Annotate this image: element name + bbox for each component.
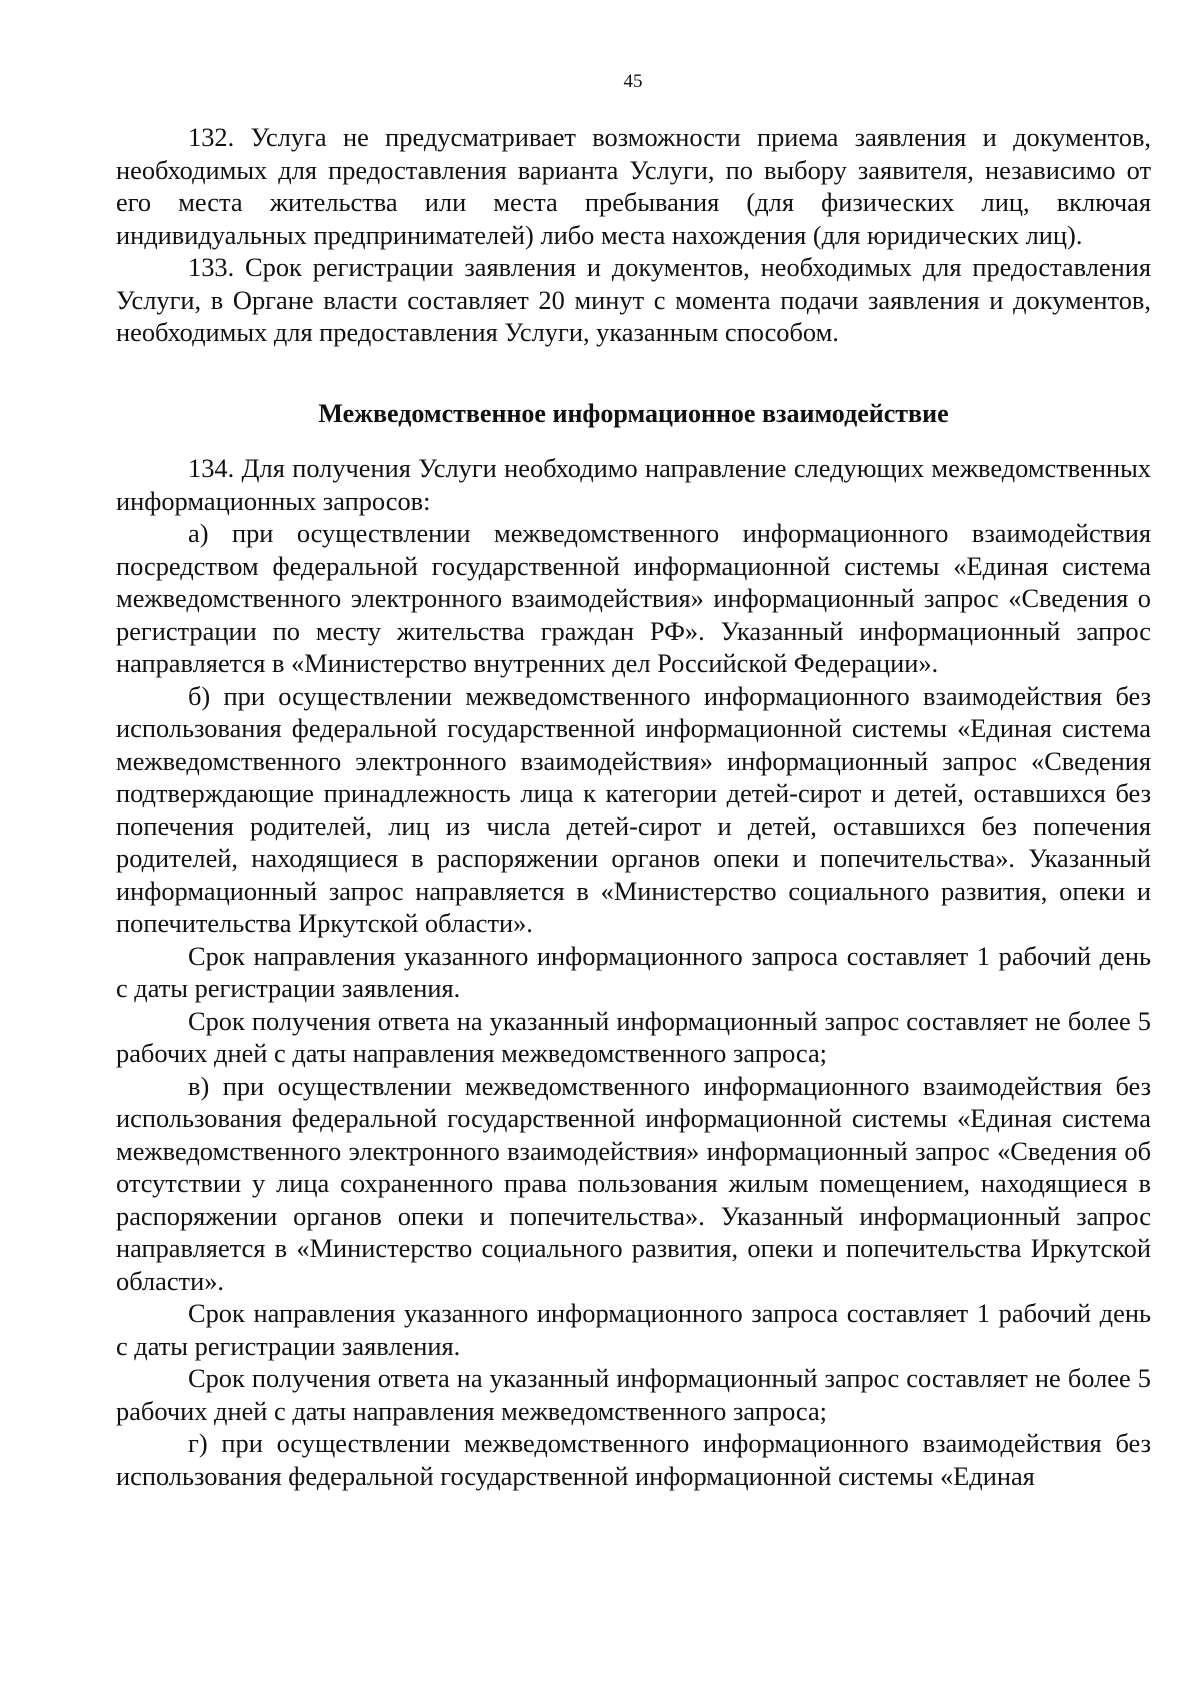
paragraph-b-response-term: Срок получения ответа на указанный информационный запрос составляет не более 5 рабочих дней с даты направления межведомственного запроса; xyxy=(116,1005,1151,1068)
paragraph-133: 133. Срок регистрации заявления и документов, необходимых для предоставления Услуги, в Органе власти составляет 20 минут с момента подачи заявления и документов, необходимых для предоставления Услуги, указанным способом. xyxy=(116,252,1151,347)
section-heading: Межведомственное информационное взаимодействие xyxy=(318,398,949,428)
paragraph-item-b: б) при осуществлении межведомственного информационного взаимодействия без использования федеральной государственной информационной системы «Единая система межведомственного электронного взаимодействия» информационный запрос «Сведения подтверждающие принадлежность лица к категории детей-сирот и детей, оставшихся без попечения родителей, лиц из числа детей-сирот и детей, оставшихся без попечения родителей, находящиеся в распоряжении органов опеки и попечительства». Указанный информационный запрос направляется в «Министерство социального развития, опеки и попечительства Иркутской области». xyxy=(116,680,1151,938)
paragraph-item-g: г) при осуществлении межведомственного информационного взаимодействия без использования федеральной государственной информационной системы «Единая xyxy=(116,1428,1151,1491)
paragraph-134: 134. Для получения Услуги необходимо направление следующих межведомственных информационных запросов: xyxy=(116,453,1151,516)
paragraph-b-request-term: Срок направления указанного информационного запроса составляет 1 рабочий день с даты регистрации заявления. xyxy=(116,940,1151,1003)
paragraph-item-a: а) при осуществлении межведомственного информационного взаимодействия посредством федеральной государственной информационной системы «Единая система межведомственного электронного взаимодействия» информационный запрос «Сведения о регистрации по месту жительства граждан РФ». Указанный информационный запрос направляется в «Министерство внутренних дел Российской Федерации». xyxy=(116,518,1151,678)
paragraph-v-request-term: Срок направления указанного информационного запроса составляет 1 рабочий день с даты регистрации заявления. xyxy=(116,1298,1151,1361)
paragraph-v-response-term: Срок получения ответа на указанный информационный запрос составляет не более 5 рабочих дней с даты направления межведомственного запроса; xyxy=(116,1363,1151,1426)
paragraph-132: 132. Услуга не предусматривает возможности приема заявления и документов, необходимых для предоставления варианта Услуги, по выбору заявителя, независимо от его места жительства или места пребывания (для физических лиц, включая индивидуальных предпринимателей) либо места нахождения (для юридических лиц). xyxy=(116,122,1151,250)
paragraph-item-v: в) при осуществлении межведомственного информационного взаимодействия без использования федеральной государственной информационной системы «Единая система межведомственного электронного взаимодействия» информационный запрос «Сведения об отсутствии у лица сохраненного права пользования жилым помещением, находящиеся в распоряжении органов опеки и попечительства». Указанный информационный запрос направляется в «Министерство социального развития, опеки и попечительства Иркутской области». xyxy=(116,1070,1151,1296)
document-body xyxy=(116,121,1151,1492)
page-number: 45 xyxy=(623,71,643,92)
